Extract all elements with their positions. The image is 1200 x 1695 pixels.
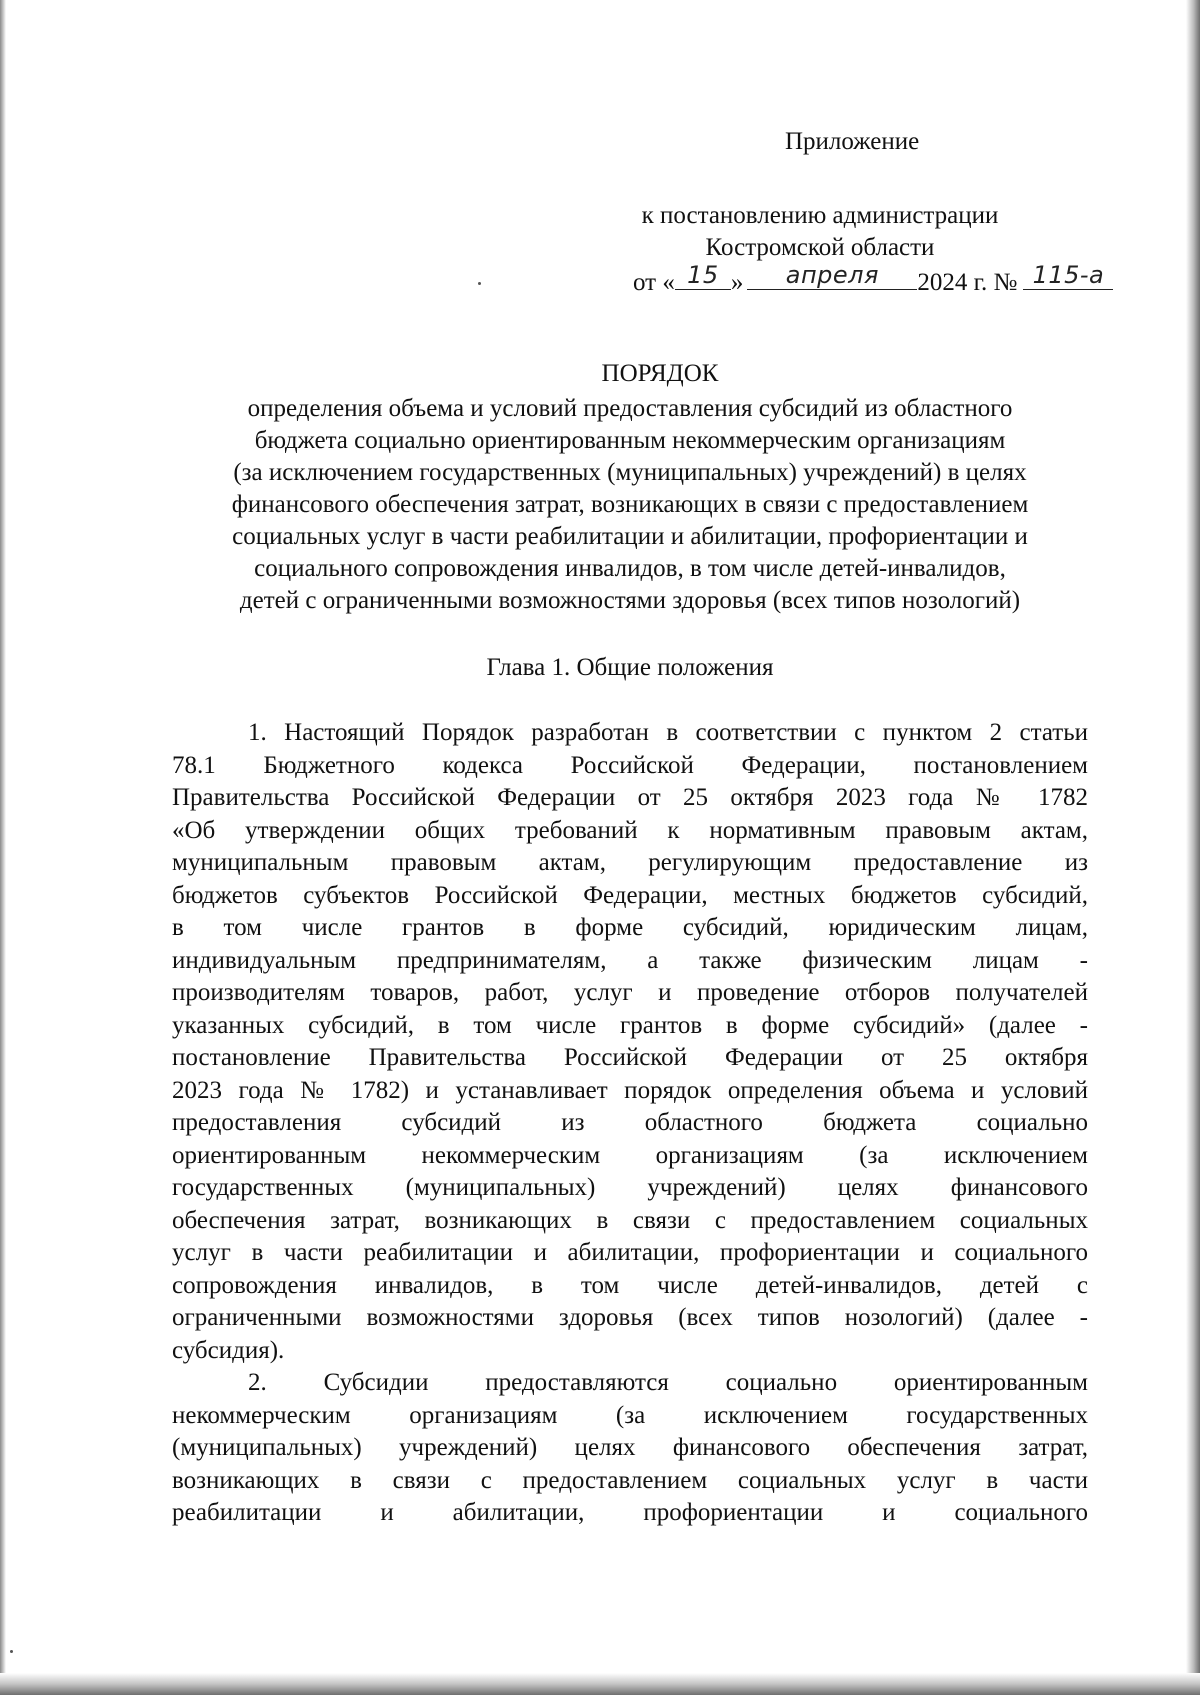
- body-line: 2. Субсидии предоставляются социально ориентированным: [248, 1369, 1088, 1396]
- body-line: предоставления субсидий из областного бюджета социально: [172, 1109, 1088, 1136]
- body-line: субсидия).: [172, 1336, 285, 1364]
- subtitle-line: социального сопровождения инвалидов, в том числе детей-инвалидов,: [254, 555, 1006, 582]
- body-line: муниципальным правовым актам, регулирующим предоставление из: [172, 849, 1088, 876]
- scan-left-edge: [0, 0, 6, 1695]
- document-title: ПОРЯДОК: [601, 360, 719, 387]
- body-line: (муниципальных) учреждений) целях финансового обеспечения затрат,: [172, 1434, 1088, 1461]
- date-year-number-label: 2024 г. №: [917, 269, 1018, 296]
- body-line: некоммерческим организациям (за исключением государственных: [172, 1401, 1088, 1429]
- body-line: возникающих в связи с предоставлением социальных услуг в части: [172, 1466, 1088, 1494]
- subtitle-line: определения объема и условий предоставления субсидий из областного: [247, 395, 1013, 422]
- body-line: индивидуальным предпринимателям, а также физическим лицам -: [172, 946, 1088, 974]
- body-text: [172, 717, 1088, 1530]
- body-line: 1. Настоящий Порядок разработан в соответствии с пунктом 2 статьи: [248, 719, 1088, 746]
- scan-speck: [478, 282, 481, 285]
- body-line: 2023 года № 1782) и устанавливает порядок определения объема и условий: [172, 1076, 1088, 1104]
- body-line: Правительства Российской Федерации от 25 октября 2023 года № 1782: [172, 784, 1088, 811]
- body-line: «Об утверждении общих требований к нормативным правовым актам,: [172, 816, 1088, 844]
- body-line: сопровождения инвалидов, в том числе детей-инвалидов, детей с: [172, 1271, 1088, 1299]
- date-month-slot: [747, 262, 917, 290]
- decree-date-line: [633, 262, 1113, 299]
- subtitle-line: финансового обеспечения затрат, возникающих в связи с предоставлением: [231, 491, 1029, 518]
- chapter-heading: Глава 1. Общие положения: [486, 654, 774, 681]
- scan-speck: [10, 1650, 13, 1653]
- date-day-slot: [675, 262, 731, 290]
- doc-number-slot: [1023, 262, 1113, 290]
- handwritten-month: апреля: [785, 261, 879, 289]
- scan-right-edge: [1186, 0, 1200, 1695]
- body-line: государственных (муниципальных) учреждений) целях финансового: [172, 1174, 1088, 1201]
- body-line: ориентированным некоммерческим организациям (за исключением: [172, 1141, 1088, 1169]
- document-subtitle: [150, 393, 1110, 617]
- body-line: указанных субсидий, в том числе грантов в форме субсидий» (далее -: [172, 1011, 1088, 1039]
- subtitle-line: детей с ограниченными возможностями здоровья (всех типов нозологий): [239, 587, 1021, 614]
- body-line: производителям товаров, работ, услуг и проведение отборов получателей: [172, 979, 1088, 1006]
- date-prefix: от «: [633, 269, 675, 296]
- subtitle-line: (за исключением государственных (муниципальных) учреждений) в целях: [233, 459, 1027, 486]
- subtitle-line: бюджета социально ориентированным некоммерческим организациям: [254, 427, 1006, 454]
- date-quote-close: »: [730, 269, 744, 296]
- appendix-reference: [580, 200, 1060, 264]
- handwritten-doc-number: 115-а: [1032, 261, 1105, 289]
- body-line: услуг в части реабилитации и абилитации, профориентации и социального: [172, 1239, 1088, 1266]
- appendix-title: Приложение: [785, 128, 920, 155]
- handwritten-day: 15: [687, 261, 719, 289]
- body-line: обеспечения затрат, возникающих в связи с предоставлением социальных: [172, 1206, 1088, 1234]
- body-line: 78.1 Бюджетного кодекса Российской Федерации, постановлением: [172, 751, 1088, 779]
- scan-bottom-edge: [0, 1673, 1200, 1695]
- body-line: бюджетов субъектов Российской Федерации, местных бюджетов субсидий,: [172, 881, 1088, 909]
- appendix-ref-line: к постановлению администрации: [641, 202, 999, 229]
- body-line: реабилитации и абилитации, профориентации и социального: [172, 1499, 1088, 1526]
- subtitle-line: социальных услуг в части реабилитации и абилитации, профориентации и: [232, 523, 1028, 550]
- body-line: ограниченными возможностями здоровья (всех типов нозологий) (далее -: [172, 1304, 1088, 1331]
- body-line: постановление Правительства Российской Федерации от 25 октября: [172, 1044, 1088, 1071]
- body-line: в том числе грантов в форме субсидий, юридическим лицам,: [172, 914, 1088, 941]
- appendix-ref-line: Костромской области: [705, 234, 935, 261]
